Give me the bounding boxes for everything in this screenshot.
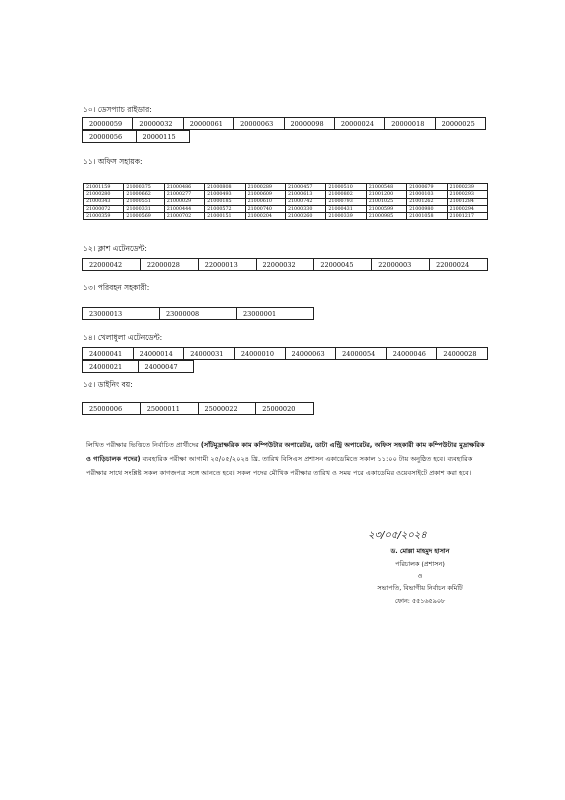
roll-cell: 21000293 [447, 191, 487, 198]
signatory-phone: ফোন: ৫৫১৬৫৯০৮ [394, 597, 446, 605]
roll-cell: 21000548 [366, 184, 406, 191]
roll-cell: 21000375 [124, 184, 164, 191]
roll-cell: 22000003 [372, 259, 430, 271]
roll-cell: 25000022 [198, 403, 256, 415]
roll-cell: 21000493 [205, 191, 245, 198]
roll-cell: 24000054 [336, 348, 387, 360]
roll-cell: 22000045 [314, 259, 372, 271]
roll-cell: 21001159 [84, 184, 124, 191]
roll-cell: 20000063 [234, 118, 284, 130]
roll-cell: 24000063 [285, 348, 336, 360]
roll-cell: 21000742 [285, 198, 325, 205]
signature-scribble: ২৩/০৫/২০২৪ [368, 530, 427, 541]
roll-cell: 20000024 [334, 118, 384, 130]
roll-cell: 21000980 [407, 205, 447, 212]
notice-text-rest: ব্যবহারিক পরীক্ষা আগামী ২৫/০৫/২০২৪ খ্রি. তারিখ বিসিএস প্রশাসন একাডেমিতে সকাল ১১:০০ টায় অনুষ্ঠিত হবে। ব্যবহারিক পরীক্ষার সাথে সংশ্লিষ্ট সকল কাগজপত্র সঙ্গে আনতে হবে। সকল পদের মৌখিক পরীক্ষার তারিখ ও সময় পরে একাডেমির ওয়েবসাইটে প্রকাশ করা হবে। [86, 455, 473, 477]
roll-cell: 21000486 [164, 184, 204, 191]
roll-cell: 21000679 [407, 184, 447, 191]
roll-cell: 21000985 [366, 213, 406, 220]
roll-cell: 20000025 [435, 118, 485, 130]
dining-boy-table [82, 402, 314, 415]
roll-cell: 21000339 [326, 213, 366, 220]
office-assistant-table [83, 183, 488, 220]
roll-cell: 21001058 [407, 213, 447, 220]
roll-cell: 21000330 [285, 205, 325, 212]
section-title-class-attendant: ১২। ক্লাশ এটেনডেন্ট: [83, 244, 147, 253]
transport-assistant-table [82, 307, 314, 320]
roll-cell: 21000431 [326, 205, 366, 212]
roll-cell: 21000343 [84, 198, 124, 205]
roll-cell: 24000014 [133, 348, 184, 360]
roll-cell: 21000444 [164, 205, 204, 212]
section-title-despatch-rider: ১০। ডেসপ্যাচ রাইডার: [83, 105, 152, 114]
section-title-office-assistant: ১১। অফিস সহায়ক: [83, 157, 143, 166]
roll-cell: 22000042 [83, 259, 141, 271]
roll-cell: 21001200 [366, 191, 406, 198]
roll-cell: 23000008 [160, 308, 237, 320]
roll-cell: 21000359 [84, 213, 124, 220]
roll-cell: 24000031 [184, 348, 235, 360]
despatch-rider-table-row2 [82, 130, 190, 143]
roll-cell: 20000059 [83, 118, 133, 130]
roll-cell: 21000204 [245, 213, 285, 220]
roll-cell: 21000151 [205, 213, 245, 220]
roll-cell: 23000001 [237, 308, 314, 320]
roll-cell: 24000028 [437, 348, 488, 360]
section-title-dining-boy: ১৫। ডাইনিং বয়: [83, 380, 133, 389]
roll-cell: 21001217 [447, 213, 487, 220]
roll-cell: 21000793 [326, 198, 366, 205]
roll-cell: 21000185 [205, 198, 245, 205]
roll-cell: 20000115 [136, 131, 190, 143]
notice-posts-bold: (সাঁটমুদ্রাক্ষরিক কাম কম্পিউটার অপারেটর, ডাটা এন্ট্রি অপারেটর, অফিস সহকারী কাম কম্পিউটার মুদ্রাক্ষরিক ও গাড়িচালক পদের) [86, 441, 485, 463]
notice-text-start: লিখিত পরীক্ষার ভিত্তিতে নির্বাচিত প্রার্থীদের [86, 441, 201, 449]
roll-cell: 24000010 [234, 348, 285, 360]
roll-cell: 25000006 [83, 403, 141, 415]
roll-cell: 25000020 [256, 403, 314, 415]
roll-cell: 21000572 [205, 205, 245, 212]
roll-cell: 22000028 [140, 259, 198, 271]
roll-cell: 21000277 [164, 191, 204, 198]
class-attendant-table [82, 258, 488, 271]
section-title-transport-assistant: ১৩। পরিবহন সহকারী: [83, 283, 150, 292]
signatory-committee: সভাপতি, বিভাগীয় নির্বাচন কমিটি [377, 584, 463, 592]
roll-cell: 21000610 [245, 198, 285, 205]
roll-cell: 21000103 [407, 191, 447, 198]
roll-cell: 21000662 [124, 191, 164, 198]
roll-cell: 21001262 [407, 198, 447, 205]
roll-cell: 24000047 [138, 361, 194, 373]
signatory-designation: পরিচালক (প্রশাসন) [395, 560, 445, 568]
roll-cell: 23000013 [83, 308, 160, 320]
roll-cell: 21001284 [447, 198, 487, 205]
roll-cell: 21000260 [285, 213, 325, 220]
section-title-sports-attendant: ১৪। খেলাধুলা এটেনডেন্ট: [83, 333, 163, 342]
roll-cell: 21000239 [447, 184, 487, 191]
roll-cell: 21000808 [205, 184, 245, 191]
roll-cell: 21000510 [326, 184, 366, 191]
roll-cell: 21000599 [366, 205, 406, 212]
despatch-rider-table [82, 117, 486, 130]
roll-cell: 20000061 [183, 118, 233, 130]
roll-cell: 21000740 [245, 205, 285, 212]
sports-attendant-table-row2 [82, 360, 194, 373]
roll-cell: 21000289 [245, 184, 285, 191]
roll-cell: 21000702 [164, 213, 204, 220]
roll-cell: 21000072 [84, 205, 124, 212]
roll-cell: 21000569 [124, 213, 164, 220]
roll-cell: 21000802 [326, 191, 366, 198]
signatory-name: ড. মোল্লা মাহমুদ হাসান [390, 547, 450, 555]
roll-cell: 20000056 [83, 131, 137, 143]
roll-cell: 20000098 [284, 118, 334, 130]
roll-cell: 24000046 [386, 348, 437, 360]
roll-cell: 24000021 [83, 361, 139, 373]
roll-cell: 21000331 [124, 205, 164, 212]
roll-cell: 21000609 [245, 191, 285, 198]
roll-cell: 21000613 [285, 191, 325, 198]
roll-cell: 22000024 [430, 259, 488, 271]
roll-cell: 25000011 [140, 403, 198, 415]
roll-cell: 22000013 [198, 259, 256, 271]
roll-cell: 20000032 [133, 118, 183, 130]
roll-cell: 22000032 [256, 259, 314, 271]
roll-cell: 20000018 [385, 118, 435, 130]
sports-attendant-table [82, 347, 488, 360]
roll-cell: 21001025 [366, 198, 406, 205]
notice-paragraph [86, 438, 488, 480]
roll-cell: 21000280 [84, 191, 124, 198]
roll-cell: 21000457 [285, 184, 325, 191]
roll-cell: 21000294 [447, 205, 487, 212]
signatory-conjunction: ও [417, 572, 423, 580]
roll-cell: 21000029 [164, 198, 204, 205]
roll-cell: 21000551 [124, 198, 164, 205]
roll-cell: 24000041 [83, 348, 134, 360]
